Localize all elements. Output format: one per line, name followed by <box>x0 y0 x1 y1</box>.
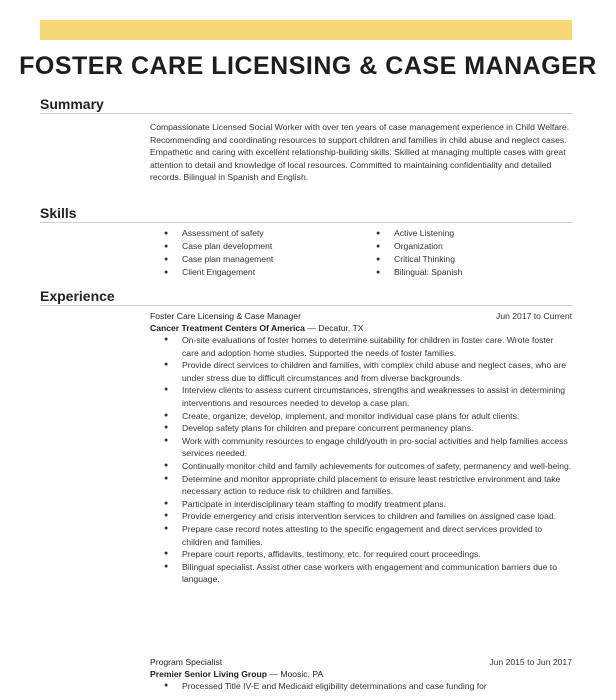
section-divider <box>40 113 573 114</box>
summary-text: Compassionate Licensed Social Worker with over ten years of case management experience in Child Welfare. Recommending and coordinating resources to support children and families in child abuse and neglect cases. Empathetic and caring with excellent relationship-building skills. Skilled at managing multiple cases with great attention to detail and knowledge of local resources. Committed to maintaining confidentiality and detailed records. Bilingual in Spanish and English. <box>150 122 570 183</box>
section-title-experience: Experience <box>40 288 115 304</box>
duty-item: ● On-site evaluations of foster homes to determine suitability for children in foster care. Wrote foster care and adoption home studies. Supported the needs of foster families. <box>150 334 572 359</box>
job-location: — Moosic, PA <box>267 669 324 679</box>
skills-list-right <box>376 227 462 279</box>
duty-item: ● Work with community resources to engage child/youth in pro-social activities and help families access services needed. <box>150 435 572 460</box>
duty-item: ● Prepare court reports, affidavits, testimony, etc. for required court proceedings. <box>150 548 572 561</box>
duty-item: ● Provide emergency and crisis intervention services to children and families on assigned case load. <box>150 510 572 523</box>
job-header <box>150 656 572 668</box>
job-title: Program Specialist <box>150 657 223 667</box>
skill-item: ● Critical Thinking <box>376 253 462 266</box>
job-duties <box>150 334 572 586</box>
skill-item: ● Assessment of safety <box>164 227 273 240</box>
header-accent-bar <box>40 20 572 40</box>
job-company: Cancer Treatment Centers Of America <box>150 323 305 333</box>
job-company: Premier Senior Living Group <box>150 669 267 679</box>
duty-item: ● Provide direct services to children and families, with complex child abuse and neglect cases, who are under stress due to difficult circumstances and from diverse backgrounds. <box>150 359 572 384</box>
job-location: — Decatur, TX <box>304 323 364 333</box>
job-header <box>150 310 572 322</box>
skill-item: ● Active Listening <box>376 227 462 240</box>
job-duties <box>150 680 572 693</box>
job-dates: Jun 2017 to Current <box>496 311 572 321</box>
job-dates: Jun 2015 to Jun 2017 <box>489 657 572 667</box>
job-title: Foster Care Licensing & Case Manager <box>150 311 301 321</box>
skill-item: ● Organization <box>376 240 462 253</box>
duty-item: ● Participate in interdisciplinary team staffing to modify treatment plans. <box>150 498 572 511</box>
job-entry <box>150 310 572 586</box>
duty-item: ● Bilingual specialist. Assist other case workers with engagement and communication barriers due to language. <box>150 561 572 586</box>
skill-item: ● Case plan management <box>164 253 273 266</box>
skills-list-left <box>164 227 273 279</box>
duty-item: ● Develop safety plans for children and prepare concurrent permanency plans. <box>150 422 572 435</box>
section-title-skills: Skills <box>40 205 77 221</box>
resume-title: FOSTER CARE LICENSING & CASE MANAGER <box>19 52 597 80</box>
section-title-summary: Summary <box>40 96 104 112</box>
job-entry <box>150 656 572 693</box>
duty-item: ● Create, organize, develop, implement, and monitor individual case plans for adult clients. <box>150 410 572 423</box>
duty-item: ● Interview clients to assess current circumstances, strengths and weaknesses to assist in determining interventions and resources needed to develop a case plan. <box>150 384 572 409</box>
job-company-line <box>150 322 572 334</box>
section-divider <box>40 222 573 223</box>
section-divider <box>40 305 573 306</box>
duty-item: ● Prepare case record notes attesting to the specific engagement and direct services provided to children and families. <box>150 523 572 548</box>
duty-item: ● Determine and monitor appropriate child placement to ensure least restrictive environment and take necessary action to reduce risk to children and families. <box>150 473 572 498</box>
duty-item: ● Continually monitor child and family achievements for outcomes of safety, permanency and well-being. <box>150 460 572 473</box>
duty-item: ● Processed Title IV-E and Medicaid eligibility determinations and case funding for <box>150 680 572 693</box>
skill-item: ● Client Engagement <box>164 266 273 279</box>
skill-item: ● Case plan development <box>164 240 273 253</box>
job-company-line <box>150 668 572 680</box>
skill-item: ● Bilingual: Spanish <box>376 266 462 279</box>
